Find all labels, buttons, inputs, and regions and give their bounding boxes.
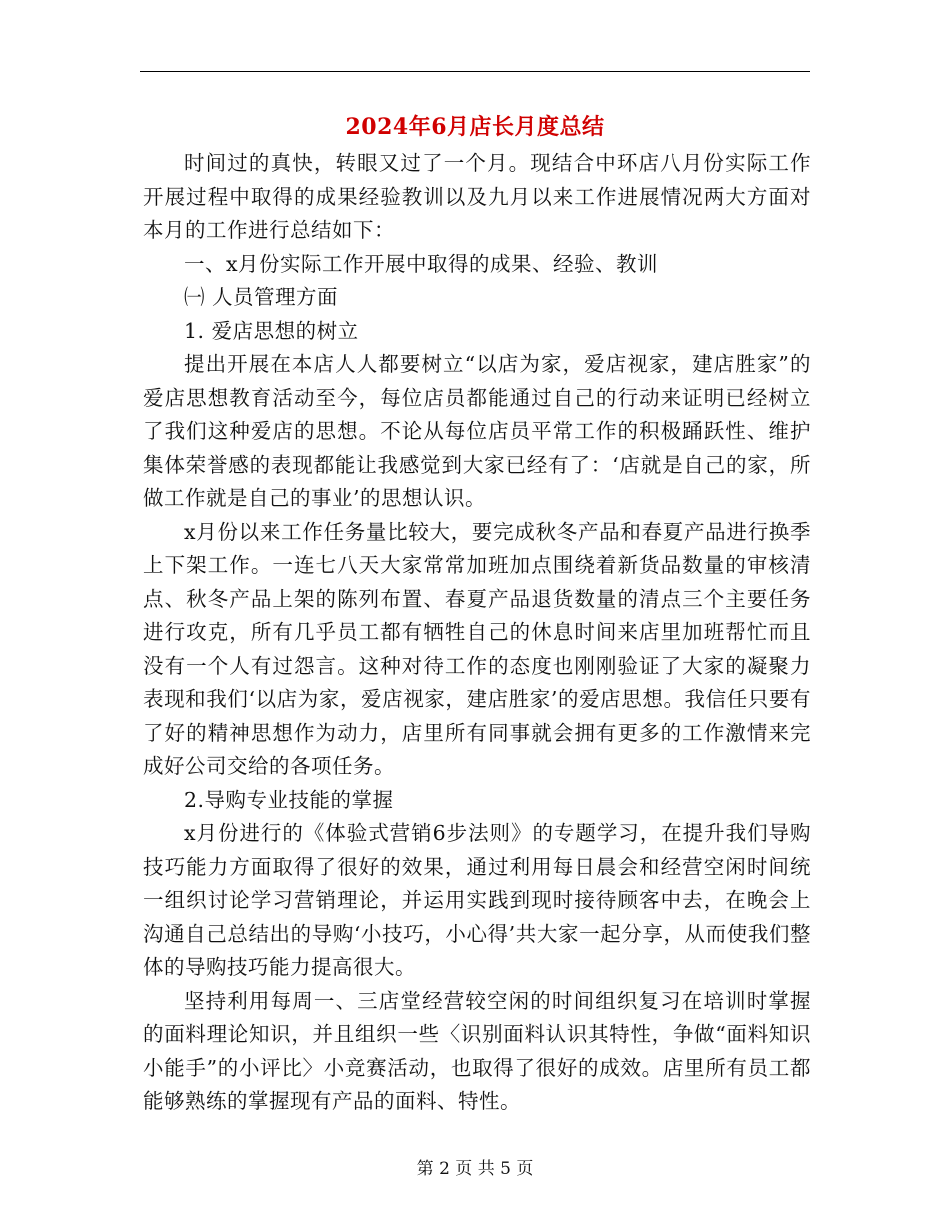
- paragraph: x月份进行的《体验式营销6步法则》的专题学习，在提升我们导购技巧能力方面取得了很好的效果，通过利用每日晨会和经营空闲时间统一组织讨论学习营销理论，并运用实践到现时接待顾客中去，在晚会上沟通自己总结出的导购‘小技巧，小心得’共大家一起分享，从而使我们整体的导购技巧能力提高很大。: [143, 821, 811, 979]
- page-footer: 第 2 页 共 5 页: [416, 1159, 534, 1179]
- paragraph: 提出开展在本店人人都要树立“以店为家，爱店视家，建店胜家”的爱店思想教育活动至今，每位店员都能通过自己的行动来证明已经树立了我们这种爱店的思想。不论从每位店员平常工作的积极踊跃性、维护集体荣誉感的表现都能让我感觉到大家已经有了：‘店就是自己的家，所做工作就是自己的事业’的思想认识。: [143, 352, 811, 510]
- document-body: [143, 147, 811, 1119]
- header-rule: [140, 71, 810, 72]
- paragraph-intro: 时间过的真快，转眼又过了一个月。现结合中环店八月份实际工作开展过程中取得的成果经验教训以及九月以来工作进展情况两大方面对本月的工作进行总结如下：: [143, 151, 811, 242]
- paragraph: x月份以来工作任务量比较大，要完成秋冬产品和春夏产品进行换季上下架工作。一连七八天大家常常加班加点围绕着新货品数量的审核清点、秋冬产品上架的陈列布置、春夏产品退货数量的清点三个主要任务进行攻克，所有几乎员工都有牺牲自己的休息时间来店里加班帮忙而且没有一个人有过怨言。这种对待工作的态度也刚刚验证了大家的凝聚力表现和我们‘以店为家，爱店视家，建店胜家’的爱店思想。我信任只要有了好的精神思想作为动力，店里所有同事就会拥有更多的工作激情来完成好公司交给的各项任务。: [143, 519, 811, 778]
- paragraph: 坚持利用每周一、三店堂经营较空闲的时间组织复习在培训时掌握的面料理论知识，并且组织一些〈识别面料认识其特性，争做“面料知识小能手”的小评比〉小竞赛活动，也取得了很好的成效。店里所有员工都能够熟练的掌握现有产品的面料、特性。: [143, 988, 811, 1113]
- section-heading: 一、x月份实际工作开展中取得的成果、经验、教训: [184, 251, 659, 276]
- item-heading-1: 1. 爱店思想的树立: [184, 318, 359, 343]
- subsection-heading: ㈠ 人员管理方面: [184, 285, 339, 309]
- item-heading-2: 2.导购专业技能的掌握: [184, 787, 394, 812]
- document-title: 2024年6月店长月度总结: [345, 114, 605, 140]
